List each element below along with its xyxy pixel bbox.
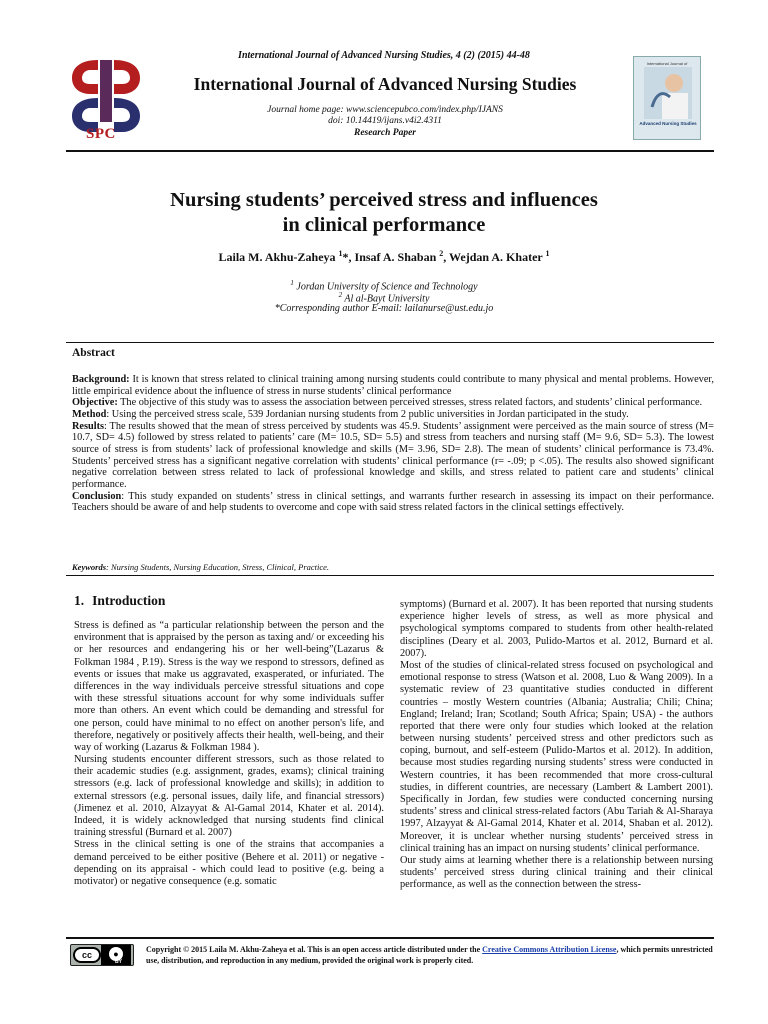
method-text: : Using the perceived stress scale, 539 Jordanian nursing students from 2 public universities in Jordan participated in the study. xyxy=(106,408,629,420)
conclusion-label: Conclusion xyxy=(72,490,122,502)
results-label: Results xyxy=(72,420,105,432)
license-link[interactable]: Creative Commons Attribution License xyxy=(482,945,617,954)
copyright-text-post: , which permits unrestricted use, distribution, and reproduction in any medium, provided the original work is properly cited. xyxy=(146,945,713,965)
footer-rule xyxy=(66,937,714,939)
abstract-results xyxy=(72,421,714,491)
journal-citation: International Journal of Advanced Nursing Studies, 4 (2) (2015) 44-48 xyxy=(238,50,530,61)
author-affil-sup: 1 xyxy=(545,249,550,258)
attribution-person-icon: ● xyxy=(109,947,123,961)
section-title: Introduction xyxy=(92,593,166,608)
author-name: Insaf A. Shaban xyxy=(354,250,440,264)
logo-text: SPC xyxy=(86,126,116,142)
paragraph: Stress is defined as “a particular relationship between the person and the environment that is appraised by the person as taxing and/ or exceeding his or her resources and endangering his or her well-being”(Lazarus & Folkman 1984 , P.19). Stress is the way we respond to stressors, defined as events or issues that make us aggravated, exasperated, or infuriated. The differences in the way individuals perceive stressful situations and cope with these stressful situations account for why some individuals suffer more than others. An event which could be demanding and stressful for one person, could have minimal to no effect on another person's life, and therefore, negatively or positively affects their health, well-being, and their way of working (Lazarus & Folkman 1984 ). xyxy=(74,620,384,753)
author-affil-sup: 1 xyxy=(338,249,343,258)
paragraph: Our study aims at learning whether there is a relationship between nursing students’ perceived stress during clinical training and their clinical performance, as well as the connection between the stress- xyxy=(400,854,713,891)
copyright-text-pre: Copyright © 2015 Laila M. Akhu-Zaheya et al. This is an open access article distributed under the xyxy=(146,945,483,954)
affiliation-text[interactable]: *Corresponding author E-mail: lailanurse@ust.edu.jo xyxy=(274,303,494,314)
by-label: BY xyxy=(115,959,122,965)
author-suffix: , xyxy=(443,250,450,264)
cover-photo-icon xyxy=(644,67,692,119)
paragraph: symptoms) (Burnard et al. 2007). It has been reported that nursing students experience higher levels of stress, as well as more physical and psychological symptoms compared to students from other health-related disciplines (Deary et al. 2003, Pulido-Martos et al. 2012, Burnard et al. 2007). xyxy=(400,599,713,659)
affiliation-text: Jordan University of Science and Technology xyxy=(293,281,478,293)
affiliation-text: Al al-Bayt University xyxy=(342,293,430,305)
background-text: It is known that stress related to clinical training among nursing students could contribute to many physical and mental problems. However, little empirical evidence about the influence of stress in nurse students’ clinical performance xyxy=(72,374,714,397)
journal-title: International Journal of Advanced Nursing Studies xyxy=(193,74,577,94)
abstract-heading: Abstract xyxy=(72,347,115,359)
author-name: Laila M. Akhu-Zaheya xyxy=(218,250,339,264)
abstract-method xyxy=(72,409,714,421)
cover-head-text: International Journal of xyxy=(646,61,688,66)
paper-type: Research Paper xyxy=(353,128,416,138)
keywords-label: Keywords xyxy=(72,562,106,572)
author-affil-sup: 2 xyxy=(439,249,444,258)
corresponding-author xyxy=(0,303,768,314)
journal-cover-image xyxy=(633,56,701,140)
section-number: 1. xyxy=(74,593,85,608)
abstract-background xyxy=(72,374,714,397)
affiliation-sup: 1 xyxy=(290,279,294,287)
copyright-notice xyxy=(146,944,714,966)
author-list xyxy=(0,249,768,265)
cc-by-license-icon[interactable] xyxy=(70,944,134,966)
abstract-bottom-rule xyxy=(66,575,714,576)
objective-text: The objective of this study was to assess the association between perceived stresses, stress related factors, and students’ clinical performance. xyxy=(117,397,703,409)
journal-doi[interactable]: doi: 10.14419/ijans.v4i2.4311 xyxy=(328,116,442,126)
intro-left-column xyxy=(74,620,384,888)
author-suffix: *, xyxy=(342,250,355,264)
conclusion-text: : This study expanded on students’ stress in clinical settings, and warrants further research in assessing its impact on their performance. Teachers should be aware of and help students to overcome and cope with said stress related factors in the clinical settings effectively. xyxy=(72,490,714,514)
objective-label: Objective: xyxy=(72,397,118,409)
article-title xyxy=(0,188,768,238)
paragraph: Most of the studies of clinical-related stress focused on psychological and emotional response to stress (Watson et al. 2008, Luo & Wang 2009). In a systematic review of 23 quantitative studies conducted in different countries – mostly Western countries (Albania; Australia; Chili; China; England; Ireland; Iran; Scotland; South Africa; Spain; USA) - the authors reported that there were only four studies which looked at the relation between nursing students’ perceived stress and other predictors such as coping, burnout, and self-esteem (Pulido-Martos et al. 2012). In addition, because most studies regarding nursing students’ stress were conducted in Western countries, it has been recommended that more cross-cultural studies, in different countries, are necessary (Lambert & Lambert 2001). Specifically in Jordan, few studies were conducted concerning nursing students’ stress and clinical stress-related factors (Abu Tariah & Al-Sharaya 1997, Alzayyat & Al-Gamal 2014, Khater et al. 2014, Shaban et al. 2012). Moreover, it is unclear whether nursing students’ perceived stress in clinical training has an impact on nursing students’ clinical performance. xyxy=(400,659,713,854)
abstract-objective xyxy=(72,397,714,409)
method-label: Method xyxy=(72,408,107,420)
paragraph: Nursing students encounter different stressors, such as those related to their academic studies (e.g. assignment, grades, exams); clinical training stressors (e.g. lack of professional knowledge and skills); in addition to external stressors (e.g. personal issues, daily life, and financial stressors) (Jimenez et al. 2010, Alzayyat & Al-Gamal 2014, Khater et al. 2014). Indeed, it is widely acknowledged that nursing students find clinical training stressful (Burnard et al. 2007) xyxy=(74,754,384,839)
article-title-line-1: Nursing students’ perceived stress and influences xyxy=(170,189,598,211)
abstract-conclusion xyxy=(72,491,714,514)
cc-icon: cc xyxy=(73,947,101,963)
author-name: Wejdan A. Khater xyxy=(449,250,546,264)
abstract-top-rule xyxy=(66,342,714,343)
abstract-body xyxy=(72,374,714,514)
background-label: Background: xyxy=(72,374,130,385)
keywords xyxy=(72,562,329,572)
paragraph: Stress in the clinical setting is one of the strains that accompanies a demand perceived to be either positive (Behere et al. 2011) or negative - depending on its appraisal - which could lead to positive (e.g. being a motivator) or negative consequence (e.g. somatic xyxy=(74,839,384,887)
affiliation-sup: 2 xyxy=(338,291,343,299)
intro-right-column xyxy=(400,599,713,892)
journal-home-page[interactable]: Journal home page: www.sciencepubco.com/index.php/IJANS xyxy=(267,105,503,115)
keywords-text: : Nursing Students, Nursing Education, Stress, Clinical, Practice. xyxy=(106,562,330,572)
results-text: : The results showed that the mean of stress perceived by students was 45.9. Students’ assignment were perceived as the main source of stress (M= 10.7, SD= 4.5) followed by stress related to patients’ care (M= 10.5, SD= 5.5) and stress from teachers and nursing staff (M= 9.6, SD= 5.3). The lowest source of stress is from students’ lack of professional knowledge and skills (M= 3.96, SD= 2.8). The mean of students’ clinical performance is 73.4%. Students’ perceived stress has a significant negative correlation with students’ clinical performance (r= -.09; p <.05). The results also showed significant negative correlation between stress related to lack of professional knowledge and skills, and stress related to patient care and students’ clinical performance. xyxy=(72,420,714,490)
article-title-line-2: in clinical performance xyxy=(282,214,486,236)
section-heading xyxy=(74,593,173,609)
header-divider xyxy=(66,150,714,152)
cover-title-text: Advanced Nursing Studies xyxy=(639,121,697,126)
